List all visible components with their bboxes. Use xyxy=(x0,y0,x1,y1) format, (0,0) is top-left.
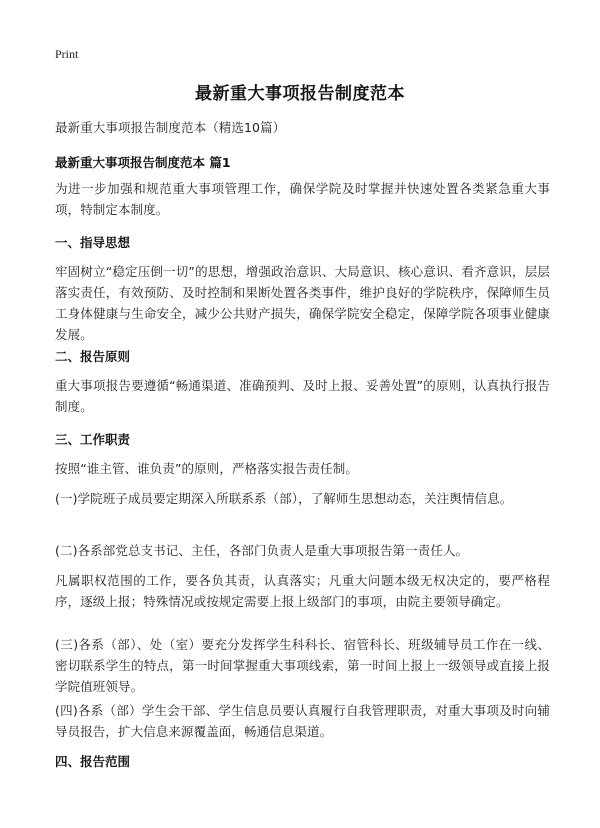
article-heading: 最新重大事项报告制度范本 篇1 xyxy=(55,155,231,170)
section-4-heading: 四、报告范围 xyxy=(55,754,131,769)
section-1-heading: 一、指导思想 xyxy=(55,235,131,250)
section-3-paragraph-5: (三)各系（部）、处（室）要充分发挥学生科科长、宿管科长、班级辅导员工作在一线、密切联系学生的特点，第一时间掌握重大事项线索，第一时间上报上一级领导或直接上报学院值班领导。 xyxy=(55,637,550,694)
print-link[interactable]: Print xyxy=(55,47,79,61)
page-title: 最新重大事项报告制度范本 xyxy=(195,84,405,104)
section-3-paragraph-1: 按照“谁主管、谁负责”的原则，严格落实报告责任制。 xyxy=(55,461,358,476)
section-2-body: 重大事项报告要遵循“畅通渠道、准确预判、及时上报、妥善处置”的原则，认真执行报告制度。 xyxy=(55,378,550,414)
section-3-paragraph-3: (二)各系部党总支书记、主任，各部门负责人是重大事项报告第一责任人。 xyxy=(55,543,469,558)
section-2-heading: 二、报告原则 xyxy=(55,349,131,364)
section-3-paragraph-2: (一)学院班子成员要定期深入所联系系（部），了解师生思想动态，关注舆情信息。 xyxy=(55,491,513,506)
section-1-body: 牢固树立“稳定压倒一切”的思想，增强政治意识、大局意识、核心意识、看齐意识，层层落实责任，有效预防、及时控制和果断处置各类事件，维护良好的学院秩序，保障师生员工身体健康与生命安全，减少公共财产损失，确保学院安全稳定，保障学院各项事业健康发展。 xyxy=(55,264,550,342)
section-3-paragraph-6: (四)各系（部）学生会干部、学生信息员要认真履行自我管理职责，对重大事项及时向辅导员报告，扩大信息来源覆盖面，畅通信息渠道。 xyxy=(55,703,550,739)
section-3-heading: 三、工作职责 xyxy=(55,432,131,447)
subtitle: 最新重大事项报告制度范本（精选10篇） xyxy=(55,120,286,135)
intro-paragraph: 为进一步加强和规范重大事项管理工作，确保学院及时掌握并快速处置各类紧急重大事项，特制定本制度。 xyxy=(55,181,550,217)
section-3-paragraph-4: 凡属职权范围的工作，要各负其责，认真落实；凡重大问题本级无权决定的，要严格程序，逐级上报；特殊情况或按规定需要上报上级部门的事项，由院主要领导确定。 xyxy=(55,573,550,609)
